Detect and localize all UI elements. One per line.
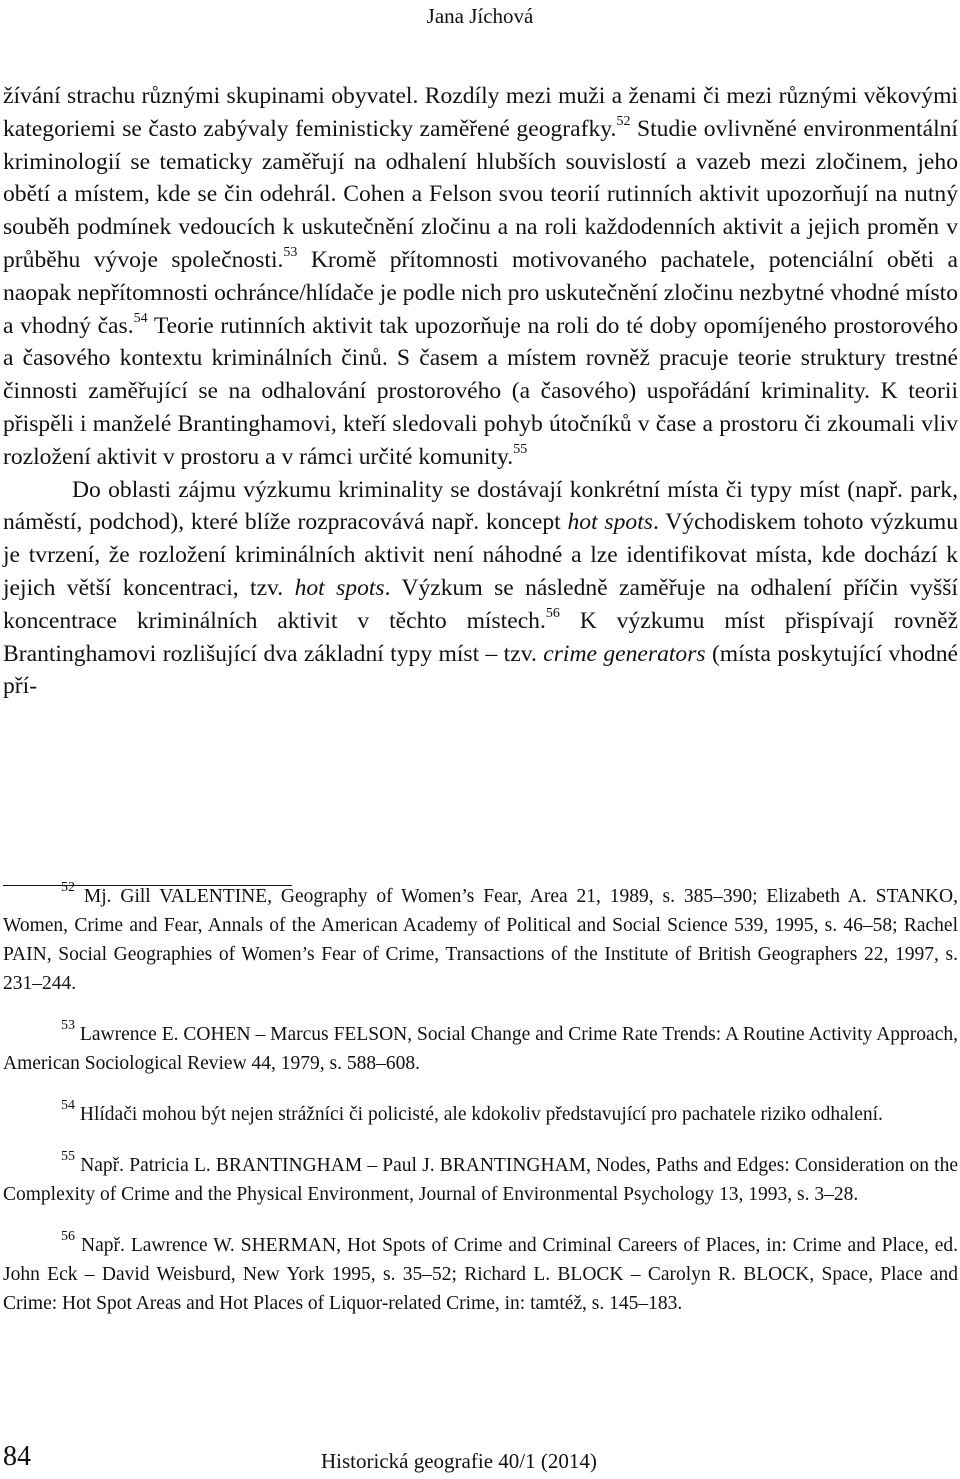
footnote-56 (3, 1231, 958, 1318)
p2-text-5: (místa poskytující vhodné pří- (3, 640, 958, 700)
term-crime-generators: crime generators (543, 640, 706, 667)
paragraph-2 (3, 474, 958, 704)
footnote-text: Např. Lawrence W. SHERMAN, Hot Spots of Crime and Criminal Careers of Places, in: Crime and Place, ed. John Eck – David Weisburd, New York 1995, s. 35–52; Richard L. BLOCK – Carolyn R. BLOCK, Space, Place and Crime: Hot Spot Areas and Hot Places of Liquor-related Crime, in: tamtéž, s. 145–183. (3, 1235, 958, 1314)
footnote-ref-53[interactable]: 53 (283, 244, 298, 260)
p1-text-2: Studie ovlivněné environmentální kriminologií se tematicky zaměřují na odhalení hlubších souvislostí a vazeb mezi zločinem, jeho obětí a místem, kde se čin odehrál. Cohen a Felson svou teorií rutinních aktivit upozorňují na nutný souběh podmínek vedoucích k uskutečnění zločinu a na roli každodenních aktivit a jejich proměn v průběhu vývoje společnosti. (3, 115, 958, 273)
footnote-ref-52[interactable]: 52 (616, 113, 631, 129)
footnote-54 (3, 1100, 958, 1129)
footnote-text: Lawrence E. COHEN – Marcus FELSON, Social Change and Crime Rate Trends: A Routine Activity Approach, American Sociological Review 44, 1979, s. 588–608. (3, 1024, 958, 1074)
body-text (3, 80, 958, 703)
footnote-number: 56 (61, 1229, 75, 1244)
p1-text-3: Kromě přítomnosti motivovaného pachatele, potenciální oběti a naopak nepřítomnosti ochránce/hlídače je podle nich pro uskutečnění zločinu nezbytné vhodné místo a vhodný čas. (3, 246, 958, 339)
running-header: Jana Jíchová (426, 4, 534, 28)
paragraph-1 (3, 80, 958, 474)
footnote-number: 55 (61, 1149, 75, 1164)
term-hot-spots-2: hot spots (294, 574, 385, 601)
footnote-55 (3, 1151, 958, 1209)
p2-text-4: K výzkumu míst přispívají rovněž Brantinghamovi rozlišující dva základní typy míst – tzv. (3, 607, 959, 667)
footnote-number: 53 (61, 1018, 75, 1033)
footnote-text: Např. Patricia L. BRANTINGHAM – Paul J. BRANTINGHAM, Nodes, Paths and Edges: Consideration on the Complexity of Crime and the Physical Environment, Journal of Environmental Psychology 13, 1993, s. 3–28. (3, 1155, 959, 1205)
footnote-text: Hlídači mohou být nejen strážníci či policisté, ale kdokoliv představující pro pachatele riziko odhalení. (79, 1104, 883, 1125)
footnote-ref-54[interactable]: 54 (133, 310, 148, 326)
footnote-text: Mj. Gill VALENTINE, Geography of Women’s Fear, Area 21, 1989, s. 385–390; Elizabeth A. STANKO, Women, Crime and Fear, Annals of the American Academy of Political and Social Science 539, 1995, s. 46–58; Rachel PAIN, Social Geographies of Women’s Fear of Crime, Transactions of the Institute of British Geographers 22, 1997, s. 231–244. (3, 886, 958, 994)
page-footer (3, 1440, 958, 1476)
page-number: 84 (3, 1441, 31, 1472)
footnote-52 (3, 882, 958, 998)
p1-text-4: Teorie rutinních aktivit tak upozorňuje na roli do té doby opomíjeného prostorového a časového kontextu kriminálních činů. S časem a místem rovněž pracuje teorie struktury trestné činnosti zaměřující se na odhalování prostorového (a časového) uspořádání kriminality. K teorii přispěli i manželé Brantinghamovi, kteří sledovali pohyb útočníků v čase a prostoru či zkoumali vliv rozložení aktivit v prostoru a v rámci určité komunity. (3, 312, 959, 470)
p2-text-3: . Výzkum se následně zaměřuje na odhalení příčin vyšší koncentrace kriminálních aktivit v těchto místech. (3, 574, 958, 634)
footnotes (3, 882, 958, 1340)
p2-text-2: . Východiskem tohoto výzkumu je tvrzení, že rozložení kriminálních aktivit není náhodné a lze identifikovat místa, kde dochází k jejich větší koncentraci, tzv. (3, 509, 958, 601)
footnote-number: 54 (61, 1098, 75, 1113)
footnote-ref-56[interactable]: 56 (545, 605, 560, 621)
footnote-53 (3, 1020, 958, 1078)
journal-title: Historická geografie 40/1 (2014) (321, 1449, 597, 1473)
footnote-ref-55[interactable]: 55 (513, 441, 528, 457)
term-hot-spots-1: hot spots (567, 509, 653, 536)
footnote-number: 52 (61, 880, 75, 895)
p1-text-1: žívání strachu různými skupinami obyvatel. Rozdíly mezi muži a ženami či mezi různými věkovými kategoriemi se často zabývaly feministicky zaměřené geografky. (3, 83, 958, 142)
p2-text-1: Do oblasti zájmu výzkumu kriminality se dostávají konkrétní místa či typy míst (např. park, náměstí, podchod), které blíže rozpracovává např. koncept (3, 476, 958, 536)
